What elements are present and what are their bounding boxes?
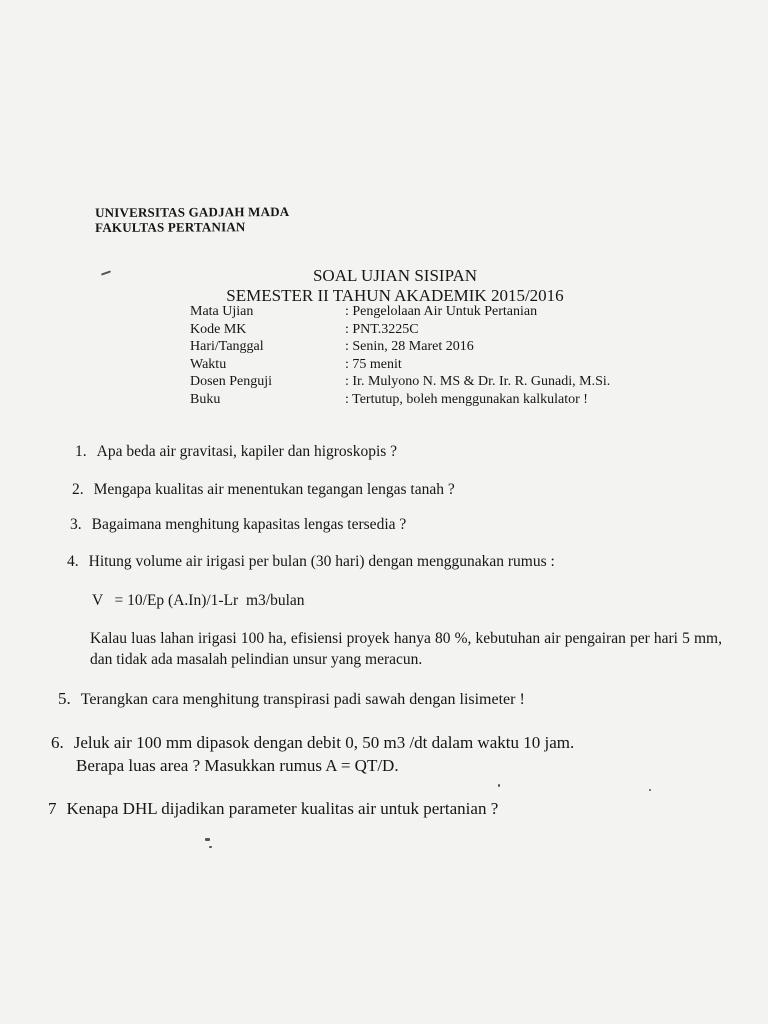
info-row-subject	[190, 303, 610, 321]
question-5	[58, 689, 525, 709]
scan-speck	[649, 789, 651, 791]
question-number: 4.	[67, 553, 79, 570]
exam-title: SOAL UJIAN SISIPAN	[312, 266, 478, 285]
exam-subtitle: SEMESTER II TAHUN AKADEMIK 2015/2016	[226, 286, 564, 305]
question-number: 3.	[70, 516, 82, 533]
info-value: : Senin, 28 Maret 2016	[345, 339, 474, 354]
scan-speck	[498, 784, 500, 787]
question-text: Terangkan cara menghitung transpirasi padi sawah dengan lisimeter !	[80, 691, 525, 708]
question-2	[72, 481, 455, 499]
question-4-detail: Kalau luas lahan irigasi 100 ha, efisiensi proyek hanya 80 %, kebutuhan air pengairan per hari 5 mm, dan tidak ada masalah pelindian unsur yang meracun.	[90, 630, 722, 668]
question-text: Hitung volume air irigasi per bulan (30 hari) dengan menggunakan rumus :	[88, 553, 555, 570]
question-6	[51, 731, 574, 777]
question-text: Jeluk air 100 mm dipasok dengan debit 0, 50 m3 /dt dalam waktu 10 jam.	[73, 733, 575, 752]
question-1	[75, 443, 397, 461]
question-number: 7	[48, 799, 57, 818]
university-name: UNIVERSITAS GADJAH MADA	[95, 203, 290, 220]
scan-speck	[205, 838, 210, 841]
info-row-code	[190, 321, 610, 339]
info-value: : Pengelolaan Air Untuk Pertanian	[345, 304, 538, 319]
info-label: Dosen Penguji	[190, 374, 273, 389]
info-label: Mata Ujian	[190, 304, 254, 319]
question-number: 6.	[51, 733, 64, 752]
info-row-time	[190, 356, 610, 374]
question-text: Bagaimana menghitung kapasitas lengas tersedia ?	[91, 516, 407, 533]
question-text-line2: Berapa luas area ? Masukkan rumus A = QT/D.	[76, 756, 399, 775]
info-value: : Tertutup, boleh menggunakan kalkulator !	[345, 391, 588, 407]
institution-header	[95, 204, 289, 235]
scan-speck	[209, 846, 212, 848]
question-text: Mengapa kualitas air menentukan tegangan lengas tanah ?	[93, 481, 455, 498]
question-4	[67, 553, 555, 571]
scan-speck	[101, 270, 111, 275]
question-7	[48, 799, 498, 819]
info-label: Buku	[190, 391, 221, 407]
faculty-name: FAKULTAS PERTANIAN	[95, 219, 246, 235]
question-4-formula: V = 10/Ep (A.In)/1-Lr m3/bulan	[92, 592, 305, 609]
question-number: 1.	[75, 443, 87, 460]
exam-info-table	[190, 303, 610, 408]
info-label: Hari/Tanggal	[190, 339, 264, 354]
info-label: Waktu	[190, 356, 227, 372]
info-value: : 75 menit	[345, 356, 402, 372]
info-row-date	[190, 338, 610, 356]
info-row-examiner	[190, 373, 610, 391]
info-value: : Ir. Mulyono N. MS & Dr. Ir. R. Gunadi, M.Si.	[345, 374, 611, 389]
question-3	[70, 516, 406, 534]
info-row-book	[190, 391, 610, 409]
question-text: Kenapa DHL dijadikan parameter kualitas air untuk pertanian ?	[66, 799, 499, 818]
info-label: Kode MK	[190, 321, 247, 337]
info-value: : PNT.3225C	[345, 321, 419, 337]
question-text: Apa beda air gravitasi, kapiler dan higroskopis ?	[96, 443, 398, 460]
question-number: 5.	[58, 689, 71, 708]
question-number: 2.	[72, 481, 84, 498]
